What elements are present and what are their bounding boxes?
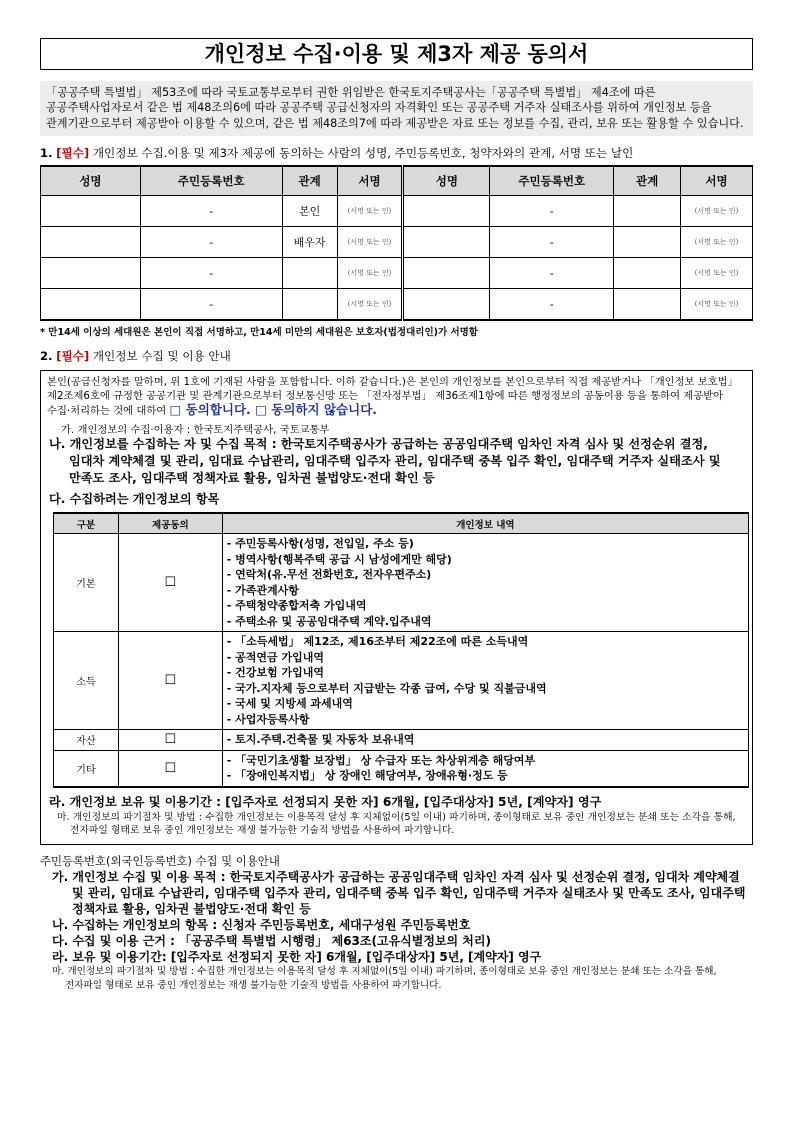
destruction-line: 마. 개인정보의 파기절차 및 방법 : 수집한 개인정보는 이용목적 달성 후 지체없이(5일 이내) 파기하며, 종이형태로 보유 중인 개인정보는 분쇄 또는 소각을 통해, 전자파일 형태로 보유 중인 개인정보는 재생 불가능한 기술적 방법을 사용하여 파기합니다. [57, 811, 736, 837]
table-row [54, 632, 749, 730]
section2-text: 개인정보 수집 및 이용 안내 [92, 349, 231, 364]
detail-item: - 건강보험 가입내역 [226, 666, 324, 680]
section1-heading [40, 145, 753, 161]
sign-field[interactable]: (서명 또는 인) [337, 227, 403, 258]
sign-field[interactable]: (서명 또는 인) [337, 196, 403, 227]
detail-item: - 국세 및 지방세 과세내역 [226, 697, 353, 711]
detail-item: - 사업자등록사항 [226, 712, 310, 726]
signature-row [41, 258, 753, 289]
col-category: 구분 [54, 513, 119, 534]
details-cell [222, 534, 748, 632]
section2-required: [필수] [56, 349, 90, 364]
consent-checkbox[interactable]: ☐ [118, 534, 222, 632]
detail-item: - 국가.지자체 등으로부터 지급받는 각종 급여, 수당 및 직불금내역 [226, 681, 547, 695]
name-field[interactable] [403, 289, 490, 321]
rrn-purpose-line: 가. 개인정보 수집 및 이용 목적 : 한국토지주택공사가 공급하는 공공임대주택 임차인 자격 심사 및 선정순위 결정, 임대차 계약체결 및 관리, 임대료 수납관리, 임대주택 입주자 관리, 임대주택 중복 입주 확인, 임대주택 거주자 실태조사 및 만족도 조사, 임대주택 정책자료 활용, 임차권 불법양도·전대 확인 등 [52, 869, 746, 916]
name-field[interactable] [403, 258, 490, 289]
rrn-basis-line: 다. 수집 및 이용 근거 : 「공공주택 특별법 시행령」 제63조(고유식별정보의 처리) [52, 933, 491, 948]
document-title: 개인정보 수집·이용 및 제3자 제공 동의서 [40, 38, 753, 70]
rrn-field[interactable]: - [140, 227, 282, 258]
category-cell: 소득 [54, 632, 119, 730]
sign-field[interactable]: (서명 또는 인) [681, 196, 753, 227]
section1-number: 1. [40, 146, 53, 161]
name-field[interactable] [41, 289, 141, 321]
rrn-notice-heading: 주민등록번호(외국인등록번호) 수집 및 이용안내 [40, 853, 280, 868]
sign-field[interactable]: (서명 또는 인) [681, 289, 753, 321]
sign-field[interactable]: (서명 또는 인) [681, 258, 753, 289]
detail-item: - 병역사항(행복주택 공급 시 남성에게만 해당) [226, 552, 452, 566]
purpose-line: 나. 개인정보를 수집하는 자 및 수집 목적 : 한국토지주택공사가 공급하는 공공임대주택 임차인 자격 심사 및 선정순위 결정, 임대차 계약체결 및 관리, 임대료 수납관리, 임대주택 입주자 관리, 임대주택 중복 입주 확인, 임대주택 거주자 실태조사 및 만족도 조사, 임대주택 정책자료 활용, 임차권 불법양도·전대 확인 등 [49, 437, 721, 486]
consent-checkbox[interactable]: ☐ [118, 632, 222, 730]
details-cell [222, 750, 748, 787]
col-rrn-2: 주민등록번호 [490, 166, 614, 196]
section2-number: 2. [40, 349, 53, 364]
details-cell [222, 632, 748, 730]
name-field[interactable] [41, 258, 141, 289]
relation-field[interactable] [614, 227, 681, 258]
detail-item: - 「소득세법」 제12조, 제16조부터 제22조에 따른 소득내역 [226, 635, 529, 649]
col-sign: 서명 [337, 166, 403, 196]
rrn-retention-line: 라. 보유 및 이용기간: [입주자로 선정되지 못한 자] 6개월, [입주대상자] 5년, [계약자] 영구 [52, 949, 542, 964]
detail-item: - 「국민기초생활 보장법」 상 수급자 또는 차상위계층 해당여부 [226, 753, 536, 767]
consent-checkbox[interactable]: ☐ [118, 750, 222, 787]
rrn-field[interactable]: - [490, 258, 614, 289]
relation-field[interactable] [282, 289, 337, 321]
collector-line: 가. 개인정보의 수집·이용자 : 한국토지주택공사, 국토교통부 [61, 424, 330, 437]
sign-field[interactable]: (서명 또는 인) [337, 258, 403, 289]
col-name: 성명 [41, 166, 141, 196]
section1-text: 개인정보 수집.이용 및 제3자 제공에 동의하는 사람의 성명, 주민등록번호, 청약자와의 관계, 서명 또는 날인 [92, 146, 634, 161]
relation-field[interactable]: 배우자 [282, 227, 337, 258]
signature-note: * 만14세 이상의 세대원은 본인이 직접 서명하고, 만14세 미만의 세대원은 보호자(법정대리인)가 서명함 [40, 327, 478, 339]
col-sign-2: 서명 [681, 166, 753, 196]
detail-item: - 주택소유 및 공공임대주택 계약.입주내역 [226, 614, 432, 628]
name-field[interactable] [41, 196, 141, 227]
relation-field[interactable]: 본인 [282, 196, 337, 227]
name-field[interactable] [41, 227, 141, 258]
col-rrn: 주민등록번호 [140, 166, 282, 196]
relation-field[interactable] [282, 258, 337, 289]
table-row [54, 730, 749, 751]
consent-checkbox[interactable]: ☐ [118, 730, 222, 751]
name-field[interactable] [403, 196, 490, 227]
rrn-destruction-line: 마. 개인정보의 파기절차 및 방법 : 수집한 개인정보는 이용목적 달성 후 지체없이(5일 이내) 파기하며, 종이형태로 보유 중인 개인정보는 분쇄 또는 소각을 통해, 전자파일 형태로 보유 중인 개인정보는 재생 불가능한 기술적 방법을 사용하여 파기합니다. [52, 965, 717, 991]
details-cell [222, 730, 748, 751]
category-cell: 기본 [54, 534, 119, 632]
detail-item: - 주택청약종합저축 가입내역 [226, 599, 367, 613]
section1-required: [필수] [56, 146, 90, 161]
rrn-field[interactable]: - [490, 196, 614, 227]
category-cell: 자산 [54, 730, 119, 751]
intro-paragraph: 「공공주택 특별법」 제53조에 따라 국토교통부로부터 권한 위임받은 한국토지주택공사는「공공주택 특별법」 제4조에 따른 공공주택사업자로서 같은 법 제48조의6에 따라 공공주택 공급신청자의 자격확인 또는 공공주택 거주자 실태조사를 위하여 개인정보 등을 관계기관으로부터 제공받아 이용할 수 있으며, 같은 법 제48조의7에 따라 제공받은 자료 또는 정보를 수집, 관리, 보유 또는 활용할 수 있습니다. [40, 81, 753, 136]
col-relation: 관계 [282, 166, 337, 196]
detail-item: - 「장애인복지법」 상 장애인 해당여부, 장애유형·정도 등 [226, 769, 508, 783]
col-relation-2: 관계 [614, 166, 681, 196]
table-row [54, 534, 749, 632]
detail-item: - 공적연금 가입내역 [226, 650, 324, 664]
detail-item: - 주민등록사항(성명, 전입일, 주소 등) [226, 537, 414, 551]
signature-table [40, 165, 753, 321]
rrn-field[interactable]: - [490, 289, 614, 321]
retention-line: 라. 개인정보 보유 및 이용기간 : [입주자로 선정되지 못한 자] 6개월, [입주대상자] 5년, [계약자] 영구 [49, 794, 602, 809]
col-consent: 제공동의 [118, 513, 222, 534]
signature-row [41, 196, 753, 227]
rrn-field[interactable]: - [490, 227, 614, 258]
relation-field[interactable] [614, 289, 681, 321]
rrn-field[interactable]: - [140, 289, 282, 321]
rrn-items-line: 나. 수집하는 개인정보의 항목 : 신청자 주민등록번호, 세대구성원 주민등록번호 [52, 917, 471, 932]
col-details: 개인정보 내역 [222, 513, 748, 534]
relation-field[interactable] [614, 258, 681, 289]
consent-statement-text: 본인(공급신청자를 말하며, 위 1호에 기재된 사람을 포함합니다. 이하 같습니다.)은 본인의 개인정보를 본인으로부터 직접 제공받거나 「개인정보 보호법」 제2조제6호에 규정한 공공기관 및 관계기관으로부터 정보통신망 또는 「전자정부법」 제36조제1항에 따른 행정정보의 공동이용 등을 통하여 제공받아 수집·처리하는 것에 대하여 [47, 376, 738, 418]
category-cell: 기타 [54, 750, 119, 787]
consent-statement [47, 375, 746, 418]
personal-info-table [53, 512, 749, 788]
detail-item: - 토지.주택.건축물 및 자동차 보유내역 [226, 733, 415, 747]
section2-heading [40, 348, 753, 364]
relation-field[interactable] [614, 196, 681, 227]
signature-row [41, 289, 753, 321]
items-heading: 다. 수집하려는 개인정보의 항목 [49, 492, 220, 507]
name-field[interactable] [403, 227, 490, 258]
detail-item: - 연락처(유.무선 전화번호, 전자우편주소) [226, 568, 432, 582]
sign-field[interactable]: (서명 또는 인) [681, 227, 753, 258]
consent-form [40, 38, 753, 993]
sign-field[interactable]: (서명 또는 인) [337, 289, 403, 321]
agree-checkboxes[interactable]: □ 동의합니다. □ 동의하지 않습니다. [169, 402, 378, 418]
collection-notice-box [40, 370, 753, 845]
col-name-2: 성명 [403, 166, 490, 196]
table-row [54, 750, 749, 787]
detail-item: - 가족관계사항 [226, 583, 299, 597]
rrn-field[interactable]: - [140, 258, 282, 289]
rrn-field[interactable]: - [140, 196, 282, 227]
signature-row [41, 227, 753, 258]
